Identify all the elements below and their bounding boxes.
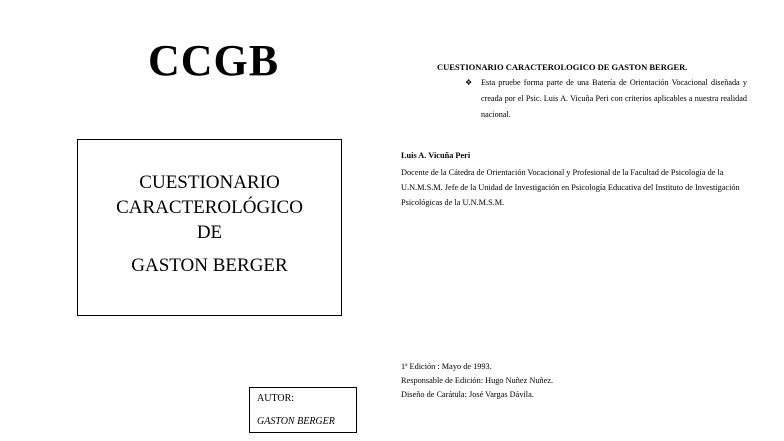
diamond-bullet-icon: ❖ <box>465 78 473 87</box>
author-box <box>249 387 357 433</box>
author-bio: Docente de la Cátedra de Orientación Vocacional y Profesional de la Facultad de Psicología de la U.N.M.S.M. Jefe de la Unidad de Investigación en Psicología Educativa del Instituto de Investigación Psicológicas de la U.N.M.S.M. <box>401 168 740 207</box>
title-box <box>77 139 342 316</box>
author-name-box: GASTON BERGER <box>257 416 335 427</box>
edition-line-3: Diseño de Carátula: José Vargas Dávila. <box>401 390 534 399</box>
title-line-4: GASTON BERGER <box>131 255 288 276</box>
author-name: Luis A. Vicuña Peri <box>401 151 471 160</box>
title-line-3: DE <box>196 222 223 243</box>
questionnaire-title: CUESTIONARIO CARACTEROLOGICO DE GASTON BERGER. <box>437 62 688 72</box>
edition-info <box>401 360 661 402</box>
title-line-2: CARACTEROLÓGICO <box>116 197 303 218</box>
author-label: AUTOR: <box>257 393 295 404</box>
bullet-paragraph <box>465 75 747 123</box>
logo-text: CCGB <box>148 36 280 85</box>
edition-line-2: Responsable de Edición: Hugo Nuñez Nuñez. <box>401 376 554 385</box>
author-info <box>401 148 748 210</box>
bullet-text: Esta pruebe forma parte de una Batería de Orientación Vocacional diseñada y creada por el Psic. Luis A. Vicuña Peri con criterios aplicables a nuestra realidad nacional. <box>481 78 747 119</box>
edition-line-1: 1ª Edición : Mayo de 1993. <box>401 362 492 371</box>
title-line-1: CUESTIONARIO <box>139 172 280 193</box>
